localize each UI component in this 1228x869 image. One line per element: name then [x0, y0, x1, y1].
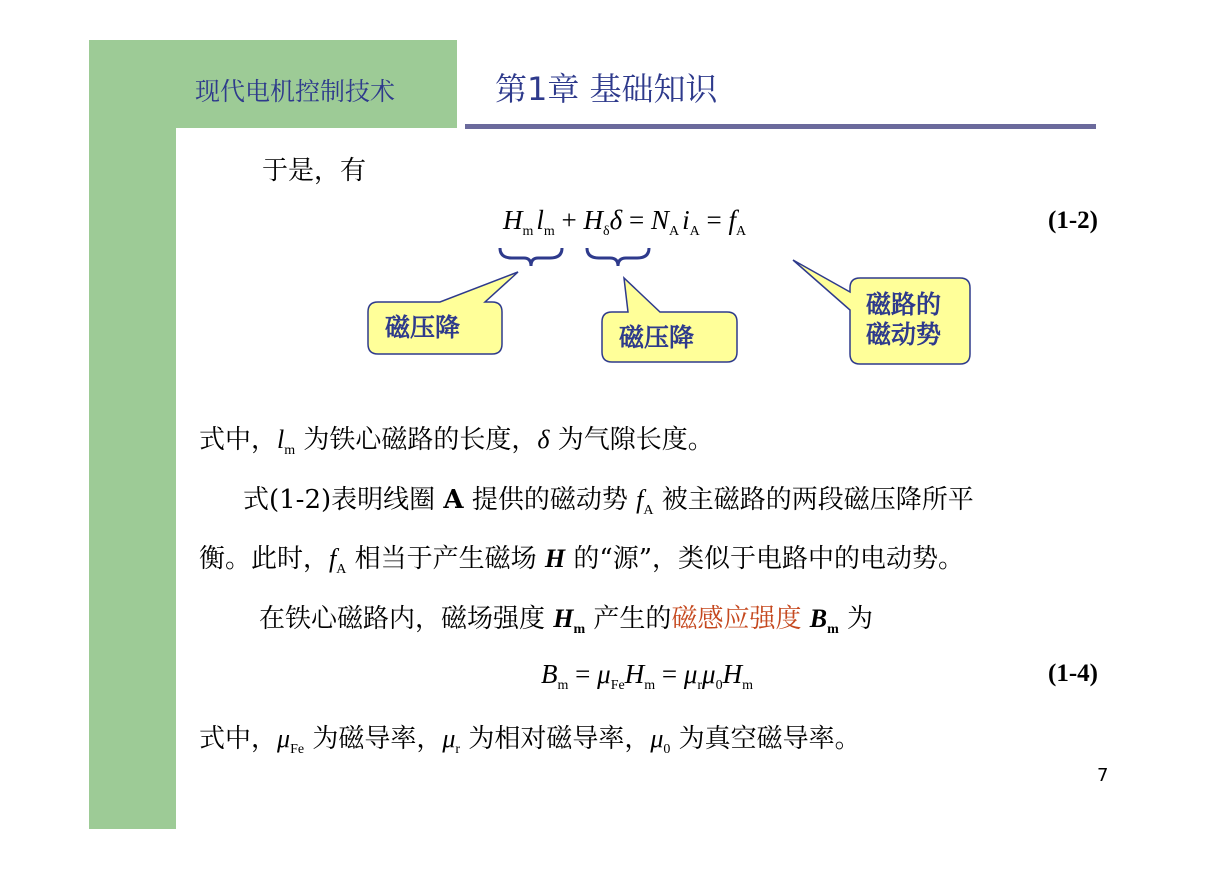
callout-line-2: 磁动势 [866, 320, 942, 349]
definition-line-2: 式中，$\mu_{Fe}$ 为磁导率，$\mu_r$ 为相对磁导率，$\mu_0$ 为真空磁导率。 [199, 724, 861, 757]
paragraph-2-line-1: 式(1-2)表明线圈 A 提供的磁动势 $f_A$ 被主磁路的两段磁压降所平 [243, 485, 974, 518]
equation-number-1-2: (1-2) [1048, 207, 1098, 234]
callout-label-1: 磁压降 [385, 313, 461, 342]
paragraph-3: 在铁心磁路内，磁场强度 $H_m$ 产生的磁感应强度 $B_m$ 为 [259, 604, 873, 637]
intro-text: 于是，有 [262, 156, 367, 186]
page-number: 7 [1097, 765, 1109, 786]
paragraph-2-line-2: 衡。此时，$f_A$ 相当于产生磁场 H 的“源”，类似于电路中的电动势。 [199, 544, 964, 577]
course-title: 现代电机控制技术 [195, 77, 396, 106]
equation-1-2: $H_m$ $l_m + H_\delta\delta = N_A$ $i_A = f_A$ [503, 205, 747, 239]
chapter-title: 第1章 基础知识 [495, 70, 718, 108]
callout-label-3 [866, 290, 941, 350]
definition-line-1: 式中，$l_m$ 为铁心磁路的长度，δ 为气隙长度。 [199, 425, 714, 458]
equation-1-4: $B_m = \mu_{Fe}H_m = \mu_r\mu_0H_m$ [541, 659, 753, 693]
callout-line-1: 磁路的 [866, 290, 942, 319]
callout-label-2: 磁压降 [619, 323, 695, 352]
equation-number-1-4: (1-4) [1048, 660, 1098, 687]
